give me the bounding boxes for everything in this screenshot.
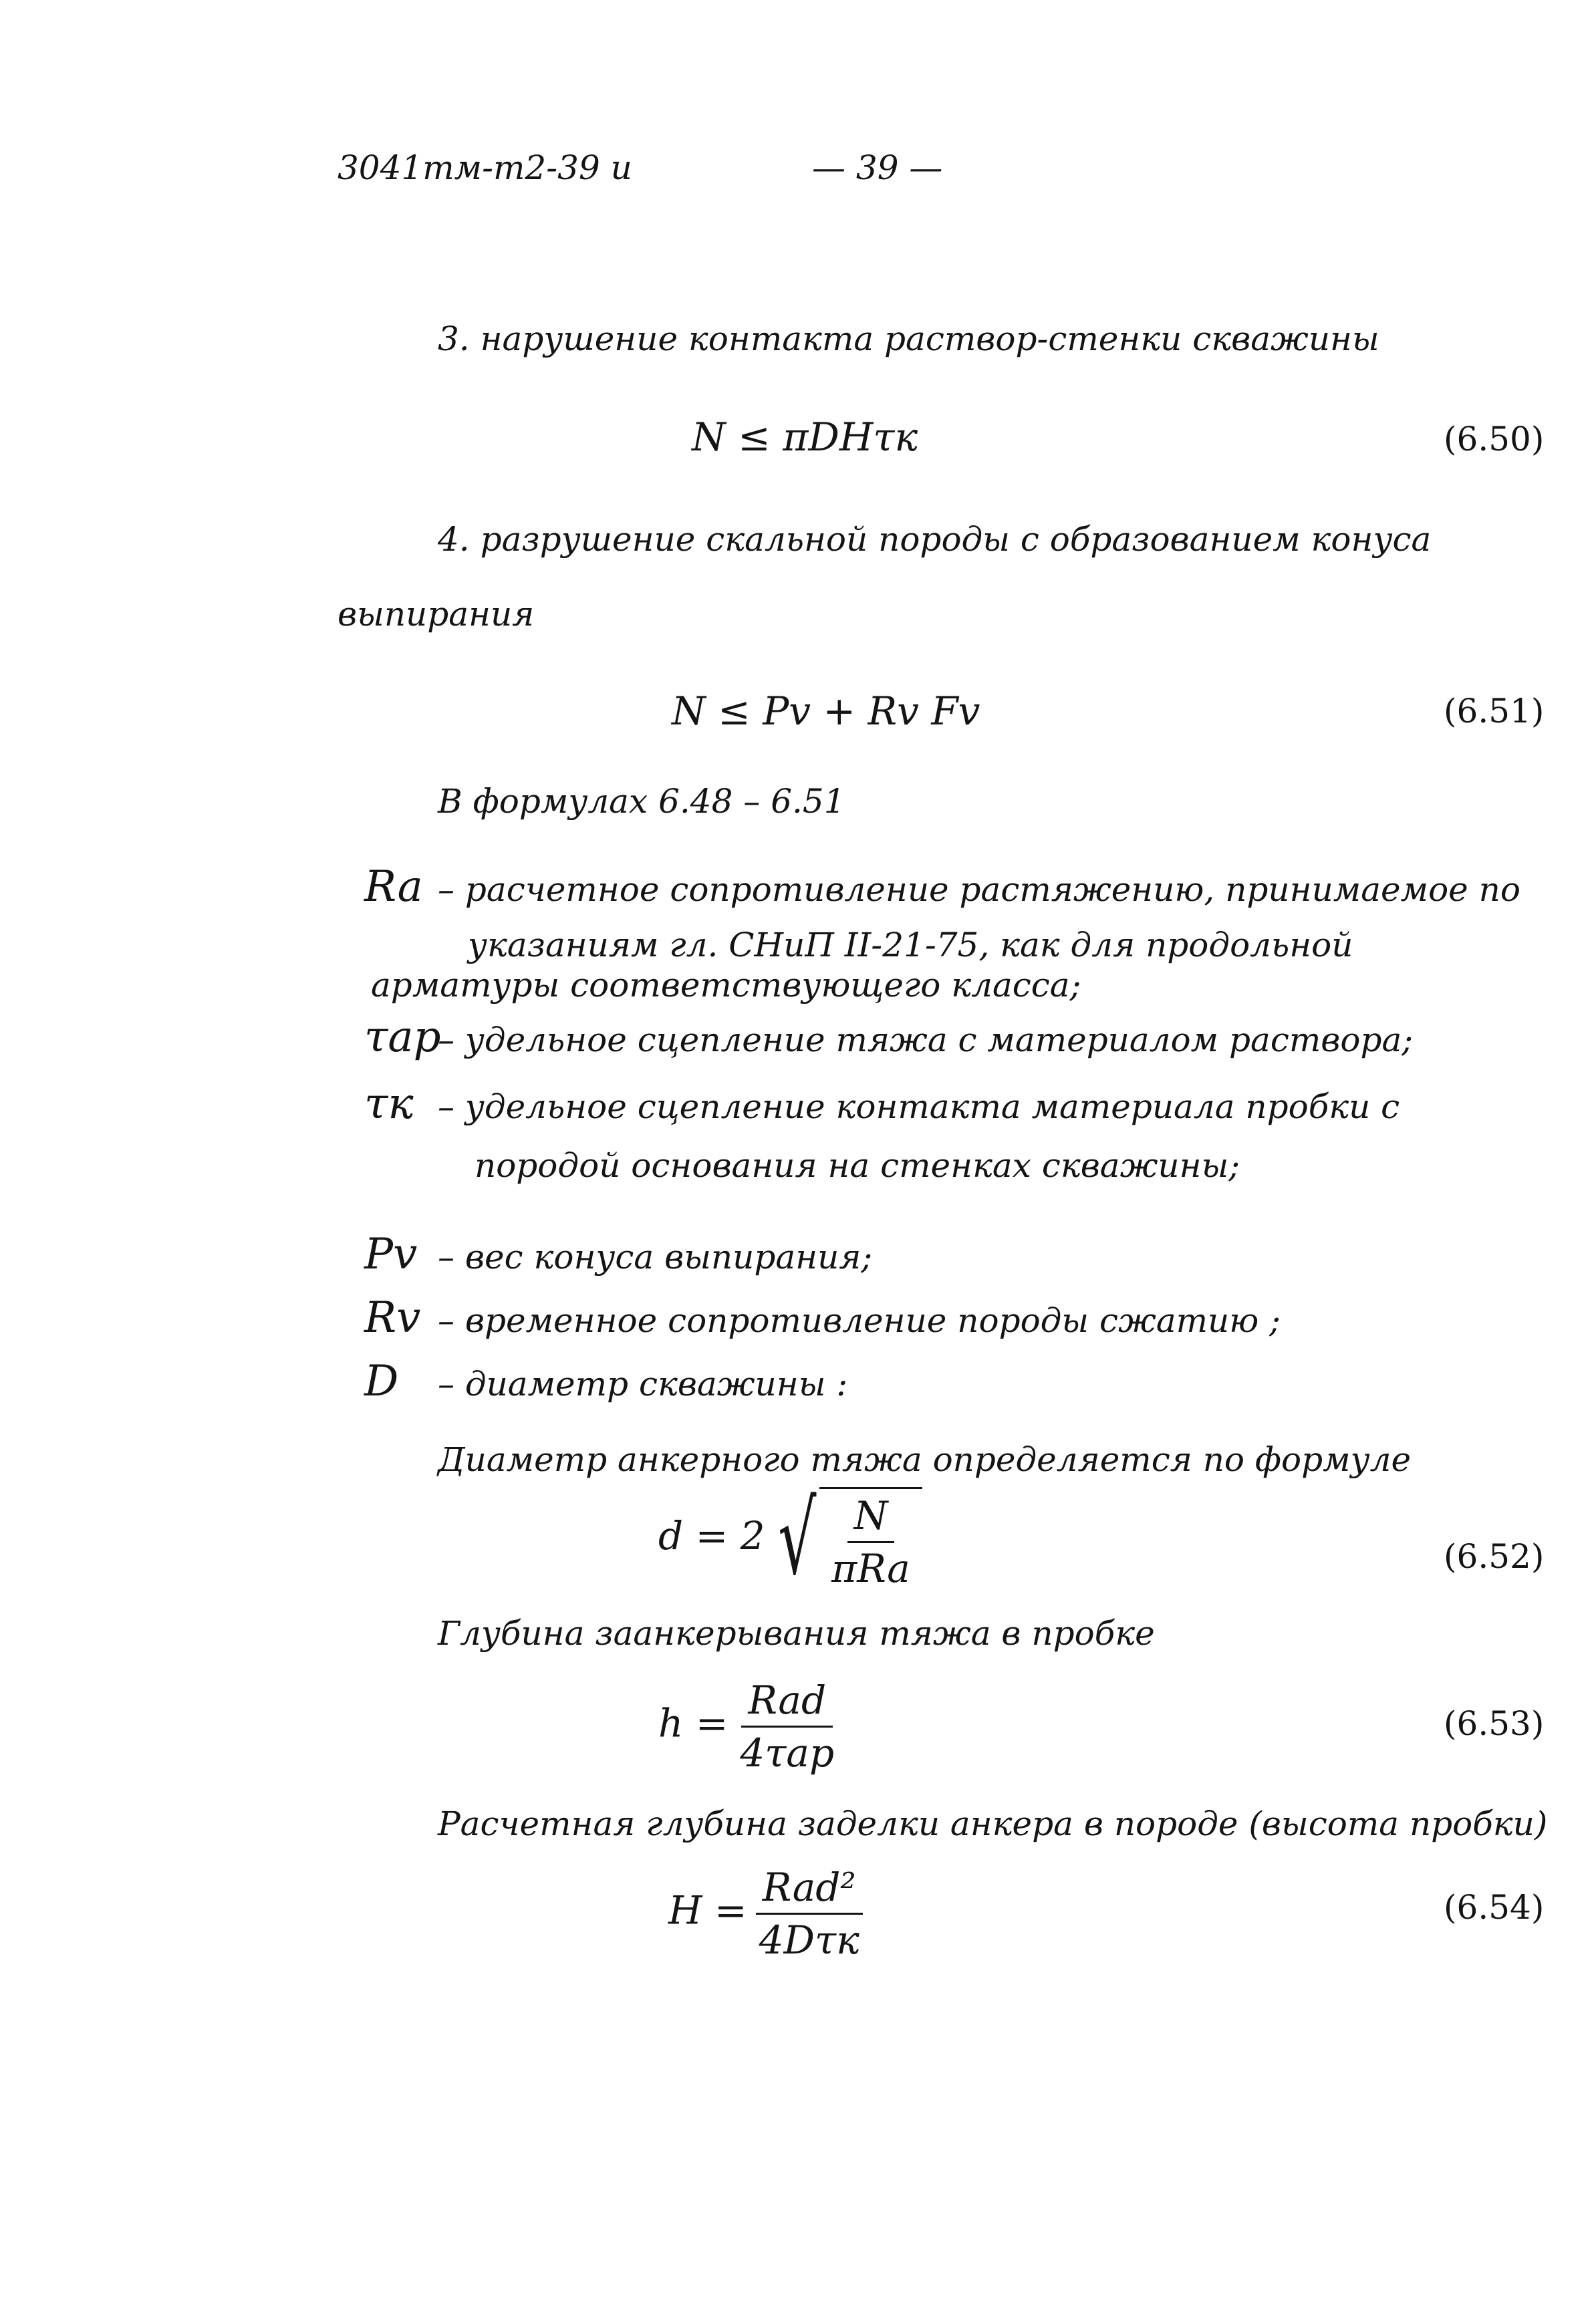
- page-number: — 39 —: [812, 148, 943, 187]
- formula-6-54-denominator: 4Dτк: [759, 1917, 859, 1963]
- formula-6-51: N ≤ Pv + Rv Fv: [672, 688, 980, 734]
- definition-pv-line1: – вес конуса выпирания;: [438, 1238, 873, 1276]
- formula-6-53: [658, 1677, 846, 1776]
- calc-depth-text: Расчетная глубина заделки анкера в породе (высота пробки): [438, 1804, 1548, 1843]
- eq-num-6-54: (6.54): [1444, 1888, 1545, 1927]
- document-code: 3041тм-т2-39 и: [338, 148, 632, 187]
- formula-6-54: [668, 1865, 872, 1963]
- formula-6-50: N ≤ πDHτк: [692, 414, 918, 460]
- sqrt-sign: [765, 1481, 922, 1597]
- eq-num-6-52: (6.52): [1444, 1537, 1545, 1576]
- formula-6-52: [658, 1481, 922, 1597]
- diameter-text: Диаметр анкерного тяжа определяется по формуле: [438, 1440, 1412, 1479]
- section-3-text: 3. нарушение контакта раствор-стенки скважины: [438, 319, 1379, 358]
- eq-num-6-50: (6.50): [1444, 420, 1545, 458]
- depth-text: Глубина заанкерывания тяжа в пробке: [438, 1614, 1155, 1653]
- definition-ra: [364, 862, 1520, 912]
- formula-6-53-numerator: Rad: [741, 1677, 833, 1728]
- section-4-line1: 4. разрушение скальной породы с образованием конуса: [438, 520, 1432, 559]
- symbol-pv: Pv: [364, 1230, 418, 1279]
- definition-ra-line2: указаниям гл. СНиП II-21-75, как для продольной: [468, 926, 1353, 964]
- definition-ra-line3: арматуры соответствующего класса;: [371, 966, 1081, 1004]
- definition-tk-line1: – удельное сцепление контакта материала пробки с: [438, 1087, 1400, 1126]
- formula-6-52-lhs: d = 2: [658, 1513, 765, 1559]
- definition-tk: [364, 1079, 1400, 1129]
- definition-tk-line2: породой основания на стенках скважины;: [475, 1146, 1240, 1185]
- formula-6-53-denominator: 4τap: [740, 1730, 835, 1776]
- definition-d: [364, 1357, 847, 1406]
- section-4-line2: выпирания: [338, 595, 535, 634]
- definition-rv: [364, 1293, 1281, 1343]
- definition-tap: [364, 1012, 1413, 1062]
- definition-pv: [364, 1230, 872, 1279]
- formula-6-52-numerator: N: [847, 1493, 895, 1543]
- formula-6-52-denominator: πRa: [831, 1546, 910, 1591]
- symbol-rv: Rv: [364, 1293, 421, 1343]
- formula-6-54-numerator: Rad²: [756, 1865, 863, 1915]
- definition-ra-line1: – расчетное сопротивление растяжению, принимаемое по: [438, 870, 1520, 909]
- eq-num-6-53: (6.53): [1444, 1704, 1545, 1743]
- definition-d-line1: – диаметр скважины :: [438, 1365, 848, 1403]
- radical-icon: √: [777, 1481, 816, 1597]
- symbol-d: D: [364, 1357, 399, 1406]
- eq-num-6-51: (6.51): [1444, 692, 1545, 730]
- symbol-ra: Ra: [364, 862, 423, 912]
- definition-rv-line1: – временное сопротивление породы сжатию ;: [438, 1301, 1281, 1340]
- symbol-tap: τap: [364, 1012, 441, 1062]
- symbol-tk: τк: [364, 1079, 414, 1129]
- formula-6-53-lhs: h =: [658, 1700, 728, 1746]
- formulas-intro: В формулах 6.48 – 6.51: [438, 782, 845, 821]
- formula-6-54-lhs: H =: [668, 1887, 747, 1933]
- definition-tap-line1: – удельное сцепление тяжа с материалом раствора;: [438, 1021, 1414, 1059]
